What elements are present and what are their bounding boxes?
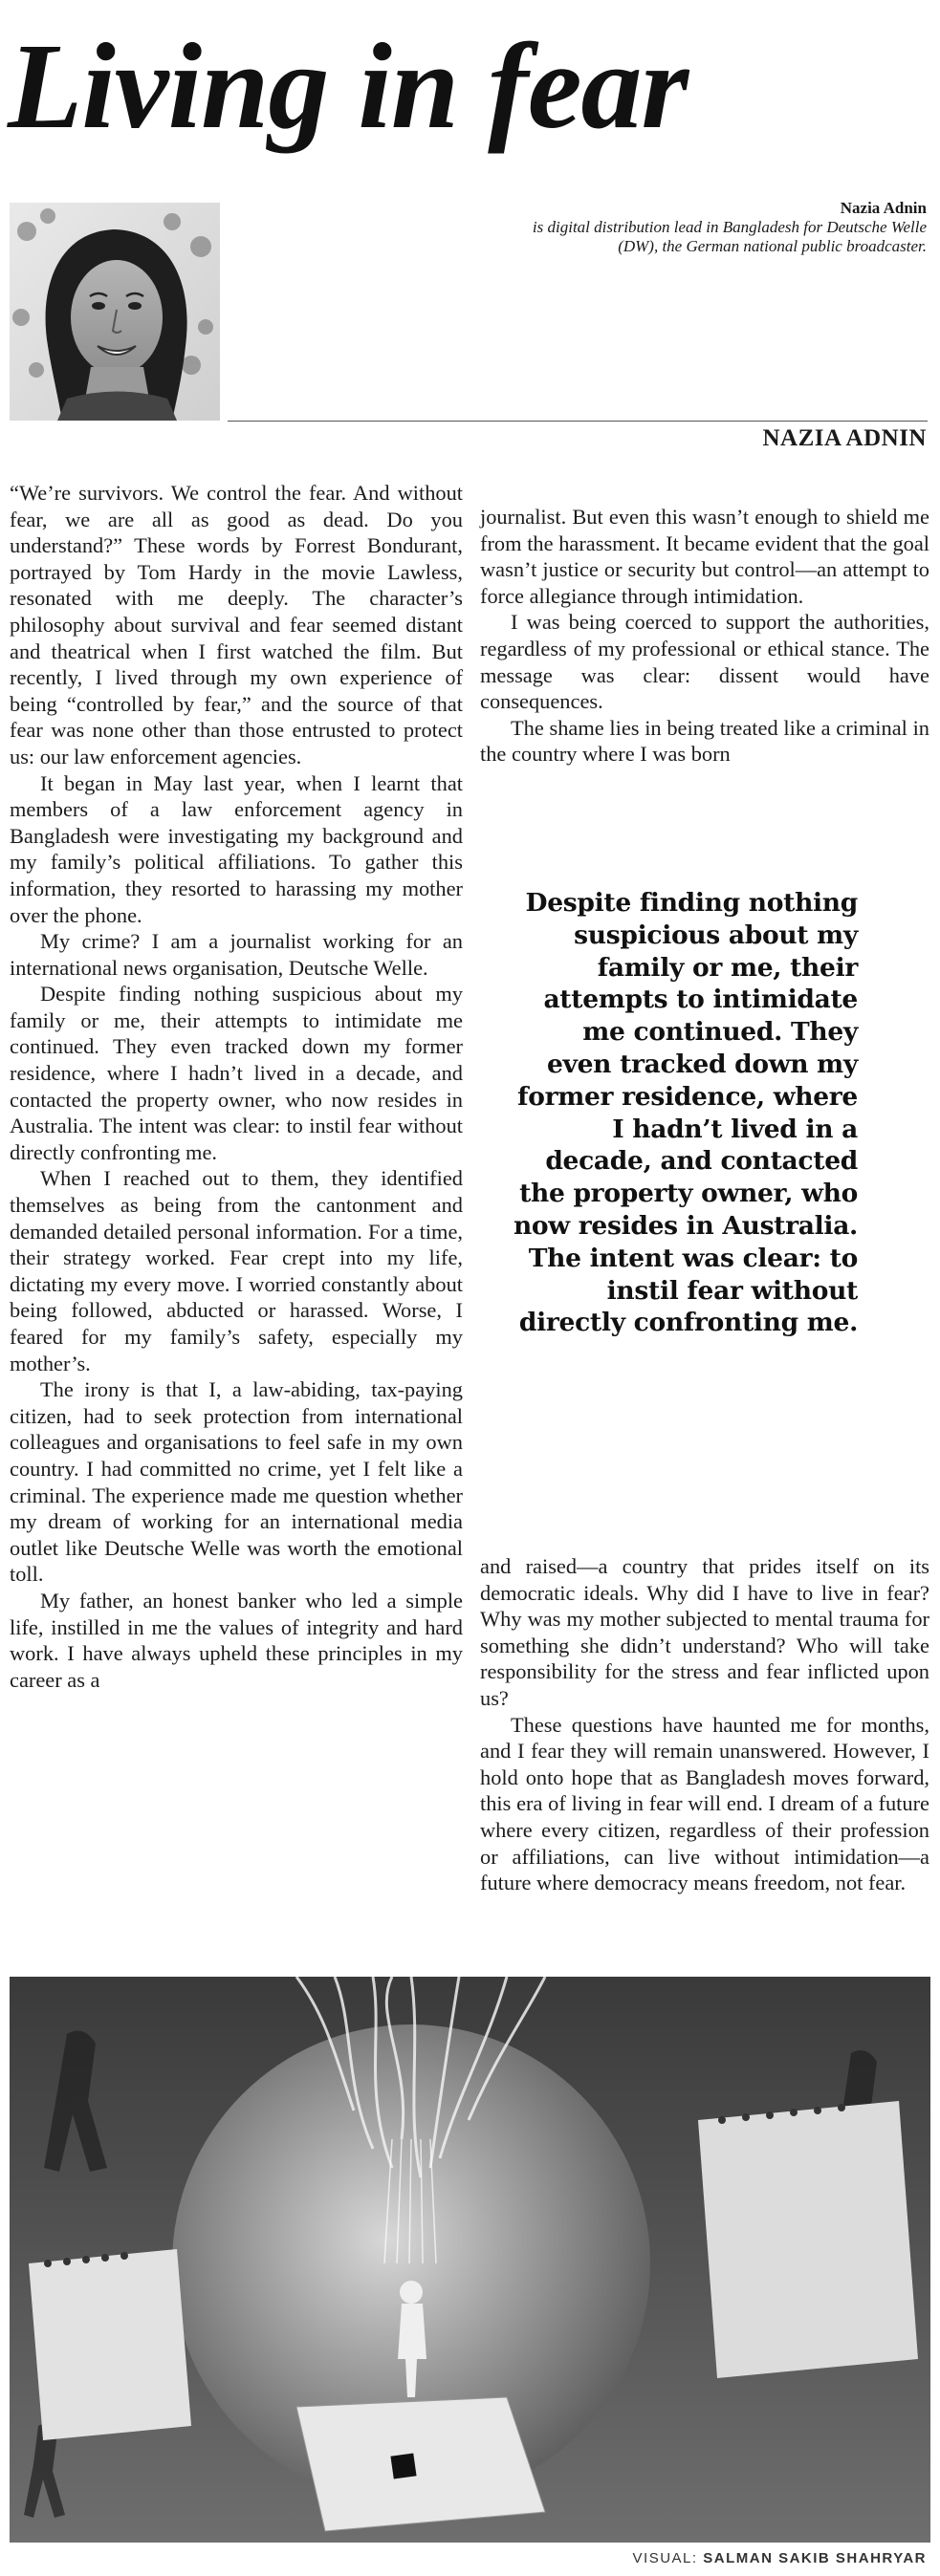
visual-credit-name: SALMAN SAKIB SHAHRYAR: [703, 2550, 927, 2566]
article-paragraph: When I reached out to them, they identified themselves as being from the cantonment and demanded detailed personal information. For a time, their strategy worked. Fear crept into my life, dictating my every move. I worried constantly about being followed, abducted or harassed. Worse, I feared for my family’s safety, especially my mother’s.: [10, 1166, 463, 1375]
article-paragraph: It began in May last year, when I learnt that members of a law enforcement agency in Bangladesh were investigating my background and my family’s political affiliations. To gather this information, they resorted to harassing my mother over the phone.: [10, 770, 463, 927]
article-paragraph: My crime? I am a journalist working for an international news organisation, Deutsche Welle.: [10, 929, 463, 980]
pull-quote: Despite finding nothing suspicious about my family or me, their attempts to intimidate me continued. They even tracked down my former residence, where I hadn’t lived in a decade, and contacted the property owner, who now resides in Australia. The intent was clear: to instil fear without directly confronting me.: [513, 888, 858, 1338]
author-bio: [525, 199, 927, 256]
article-paragraph: journalist. But even this wasn’t enough to shield me from the harassment. It became evident that the goal wasn’t justice or security but control—an attempt to force allegiance through intimidation.: [480, 505, 929, 608]
article-paragraph: Despite finding nothing suspicious about my family or me, their attempts to intimidate me continued. They even tracked down my former residence, where I hadn’t lived in a decade, and contacted the property owner, who now resides in Australia. The intent was clear: to instil fear without directly confronting me.: [10, 982, 463, 1164]
author-portrait: [10, 203, 220, 421]
article-paragraph: The shame lies in being treated like a criminal in the country where I was born: [480, 715, 929, 767]
author-bio-description: is digital distribution lead in Bangladesh for Deutsche Welle (DW), the German national public broadcaster.: [532, 218, 927, 255]
byline: NAZIA ADNIN: [762, 425, 927, 451]
article-paragraph: “We’re survivors. We control the fear. And without fear, we are all as good as dead. Do you understand?” These words by Forrest Bondurant, portrayed by Tom Hardy in the movie Lawless, resonated with me deeply. The character’s philosophy about survival and fear seemed distant and theatrical when I first watched the film. But recently, I lived through my own experience of being “controlled by fear,” and the source of that fear was none other than those entrusted to protect us: our law enforcement agencies.: [10, 481, 463, 768]
article-paragraph: These questions have haunted me for months, and I fear they will remain unanswered. However, I hold onto hope that as Bangladesh moves forward, this era of living in fear will end. I dream of a future where every citizen, regardless of their profession or affiliations, can live without intimidation—a future where democracy means freedom, not fear.: [480, 1712, 929, 1895]
headline: Living in fear: [8, 18, 689, 154]
author-bio-name: Nazia Adnin: [840, 199, 927, 217]
article-column-left: [10, 480, 463, 1693]
article-paragraph: I was being coerced to support the authorities, regardless of my professional or ethical stance. The message was clear: dissent would have consequences.: [480, 610, 929, 714]
article-paragraph: The irony is that I, a law-abiding, tax-paying citizen, had to seek protection from international colleagues and organisations to feel safe in my own country. I had committed no crime, yet I felt like a criminal. The experience made me question whether my dream of working for an international media outlet like Deutsche Welle was worth the emotional toll.: [10, 1377, 463, 1587]
visual-credit: [448, 2549, 927, 2568]
visual-credit-label: VISUAL:: [632, 2550, 698, 2566]
editorial-illustration: [10, 1977, 930, 2543]
article-paragraph: and raised—a country that prides itself on its democratic ideals. Why did I have to live in fear? Why was my mother subjected to mental trauma for something she didn’t understand? Who will take responsibility for the stress and fear inflicted upon us?: [480, 1554, 929, 1710]
article-column-right-top: [480, 504, 929, 768]
article-column-right-bottom: [480, 1553, 929, 1896]
article-paragraph: My father, an honest banker who led a simple life, instilled in me the values of integrity and hard work. I have always upheld these principles in my career as a: [10, 1588, 463, 1692]
byline-divider: [228, 421, 928, 422]
